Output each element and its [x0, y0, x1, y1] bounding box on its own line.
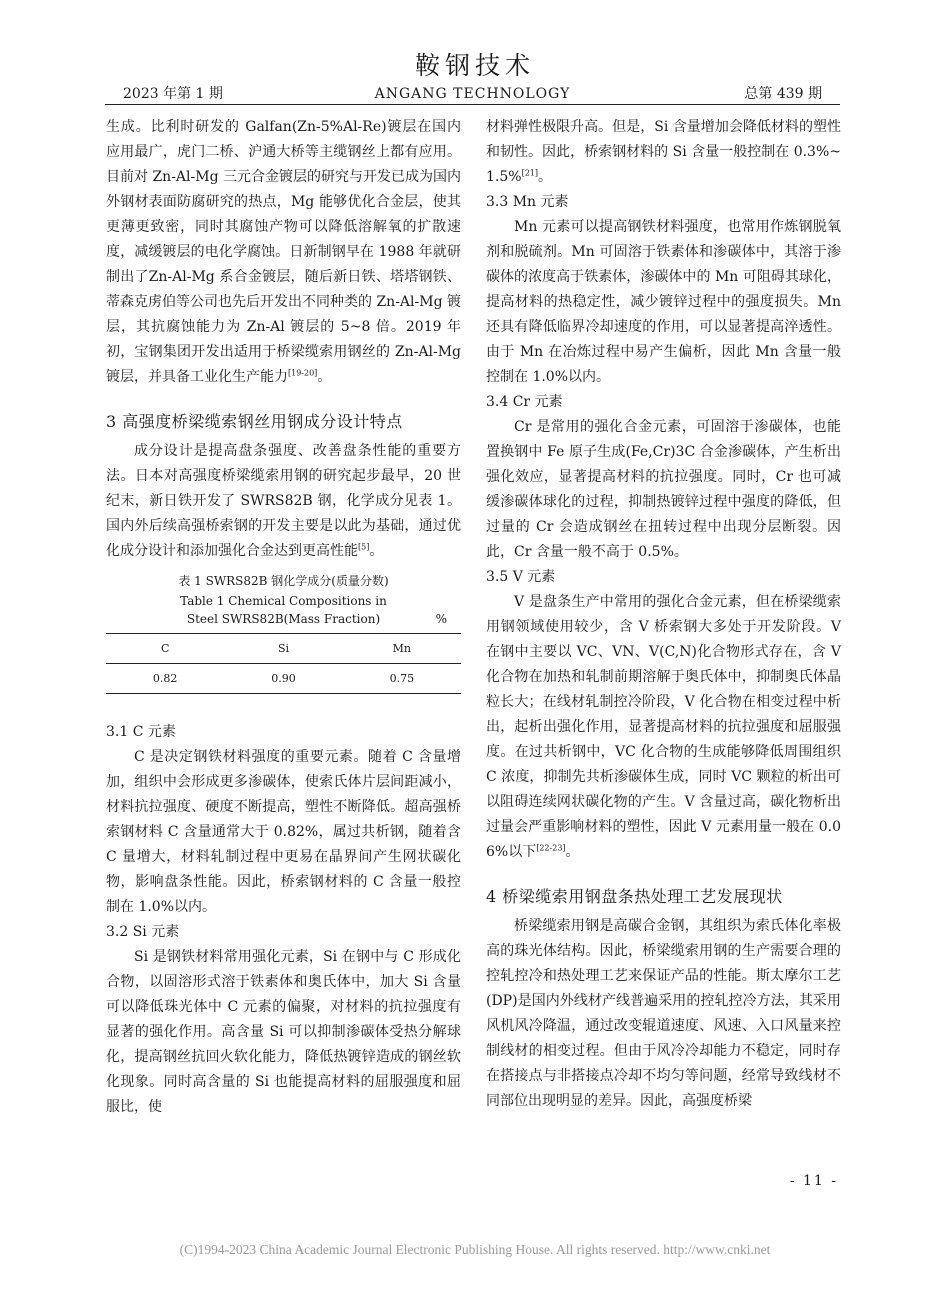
- subsection-heading-3-4: 3.4 Cr 元素: [486, 394, 563, 410]
- table-cell: 0.75: [389, 672, 415, 685]
- journal-title-en: ANGANG TECHNOLOGY: [374, 86, 571, 102]
- citation[interactable]: [22-23]: [536, 843, 566, 853]
- table-header-cell: C: [160, 642, 170, 655]
- paragraph: V 是盘条生产中常用的强化合金元素，但在桥梁缆索用钢领域使用较少，含 V 桥索钢大多处于开发阶段。V 在钢中主要以 VC、VN、V(C,N)化合物形式存在，含 V 化合物在加热和轧制前期溶解于奥氏体中，抑制奥氏体晶粒长大；在线材轧制控冷阶段，V 化合物在相变过程中析出，起析出强化作用，显著提高材料的抗拉强度和屈服强度。在过共析钢中，VC 化合物的生成能够降低周围组织 C 浓度，抑制先共析渗碳体生成，同时 VC 颗粒的析出可以阻碍连续网状碳化物的产生。V 含量过高，碳化物析出过量会严重影响材料的塑性，因此 V 元素用量一般在 0.06%以下[22-23]。: [486, 594, 841, 860]
- page-number: - 11 -: [789, 1173, 838, 1189]
- running-header: [105, 84, 840, 104]
- citation[interactable]: [5]: [358, 542, 370, 552]
- citation[interactable]: [21]: [521, 168, 538, 178]
- table-header-cell: Mn: [392, 642, 411, 655]
- paragraph: 成分设计是提高盘条强度、改善盘条性能的重要方法。日本对高强度桥梁缆索用钢的研究起步最早，20 世纪末，新日铁开发了 SWRS82B 钢，化学成分见表 1。国内外后续高强桥索钢的开发主要是以此为基础，通过优化成分设计和添加强化合金达到更高性能[5]。: [106, 443, 461, 559]
- copyright-notice: (C)1994-2023 China Academic Journal Electronic Publishing House. All rights reserved. http://www.cnki.net: [179, 1242, 771, 1257]
- paragraph: C 是决定钢铁材料强度的重要元素。随着 C 含量增加，组织中会形成更多渗碳体，使索氏体片层间距减小，材料抗拉强度、硬度不断提高，塑性不断降低。超高强桥索钢材料 C 含量通常大于 0.82%，属过共析钢，随着含 C 量增大，材料轧制过程中更易在晶界间产生网状碳化物，影响盘条性能。因此，桥索钢材料的 C 含量一般控制在 1.0%以内。: [106, 749, 461, 915]
- table-row: [106, 664, 461, 694]
- table-header-row: [106, 634, 461, 664]
- subsection-heading-3-1: 3.1 C 元素: [106, 724, 176, 740]
- paragraph: 生成。比利时研发的 Galfan(Zn-5%Al-Re)镀层在国内应用最广，虎门二桥、沪通大桥等主缆钢丝上都有应用。目前对 Zn-Al-Mg 三元合金镀层的研究与开发已成为国内外钢材表面防腐研究的热点，Mg 能够优化合金层，使其更薄更致密，同时其腐蚀产物可以降低溶解氧的扩散速度，减缓镀层的电化学腐蚀。日新制钢早在 1988 年就研制出了Zn-Al-Mg 系合金镀层，随后新日铁、塔塔钢铁、蒂森克虏伯等公司也先后开发出不同种类的 Zn-Al-Mg 镀层，其抗腐蚀能力为 Zn-Al 镀层的 5~8 倍。2019 年初，宝钢集团开发出适用于桥梁缆索用钢丝的 Zn-Al-Mg 镀层，并具备工业化生产能力[19-20]。: [106, 119, 461, 385]
- paragraph: Mn 元素可以提高钢铁材料强度，也常用作炼钢脱氧剂和脱硫剂。Mn 可固溶于铁素体和渗碳体中，其溶于渗碳体的浓度高于铁素体，渗碳体中的 Mn 可阻碍其球化，提高材料的热稳定性，减少镀锌过程中的强度损失。Mn 还具有降低临界冷却速度的作用，可以显著提高淬透性。由于 Mn 在冶炼过程中易产生偏析，因此 Mn 含量一般控制在 1.0%以内。: [486, 219, 841, 385]
- citation[interactable]: [19-20]: [288, 368, 318, 378]
- table-cell: 0.82: [152, 672, 178, 685]
- journal-title: 鞍钢技术: [414, 51, 535, 80]
- paragraph: Cr 是常用的强化合金元素，可固溶于渗碳体，也能置换钢中 Fe 原子生成(Fe,Cr)3C 合金渗碳体，产生析出强化效应，显著提高材料的抗拉强度。同时，Cr 也可减缓渗碳体球化的过程，抑制热镀锌过程中强度的降低，但过量的 Cr 会造成钢丝在扭转过程中出现分层断裂。因此，Cr 含量一般不高于 0.5%。: [486, 419, 841, 560]
- right-column: [486, 115, 841, 1114]
- table-caption-cn: 表 1 SWRS82B 钢化学成分(质量分数): [178, 574, 389, 588]
- subsection-heading-3-2: 3.2 Si 元素: [106, 924, 180, 940]
- header-rule: [105, 104, 840, 105]
- table-caption-en: Table 1 Chemical Compositions in Steel SWRS82B(Mass Fraction) %: [180, 594, 447, 626]
- serial-number: 总第 439 期: [744, 86, 822, 102]
- composition-table: [106, 633, 461, 694]
- subsection-heading-3-5: 3.5 V 元素: [486, 569, 556, 585]
- paragraph: Si 是钢铁材料常用强化元素，Si 在钢中与 C 形成化合物，以固溶形式溶于铁素体和奥氏体中，加大 Si 含量可以降低珠光体中 C 元素的偏聚，对材料的抗拉强度有显著的强化作用。高含量 Si 可以抑制渗碳体受热分解球化，提高钢丝抗回火软化能力，降低热镀锌造成的钢丝软化现象。同时高含量的 Si 也能提高材料的屈服强度和屈服比，使: [106, 949, 461, 1115]
- issue-label: 2023 年第 1 期: [123, 86, 223, 102]
- table-header-cell: Si: [277, 642, 290, 655]
- left-column: [106, 115, 461, 1120]
- section-heading-4: 4 桥梁缆索用钢盘条热处理工艺发展现状: [486, 887, 783, 906]
- paragraph: 桥梁缆索用钢是高碳合金钢，其组织为索氏体化率极高的珠光体结构。因此，桥梁缆索用钢的生产需要合理的控轧控冷和热处理工艺来保证产品的性能。斯太摩尔工艺(DP)是国内外线材产线普遍采用的控轧控冷方法，其采用风机风冷降温，通过改变辊道速度、风速、入口风量来控制线材的相变过程。但由于风冷冷却能力不稳定，同时存在搭接点与非搭接点冷却不均匀等问题，经常导致线材不同部位出现明显的差异。因此，高强度桥梁: [486, 918, 841, 1109]
- subsection-heading-3-3: 3.3 Mn 元素: [486, 194, 569, 210]
- paragraph: 材料弹性极限升高。但是，Si 含量增加会降低材料的塑性和韧性。因此，桥索钢材料的 Si 含量一般控制在 0.3%~1.5%[21]。: [486, 119, 841, 185]
- section-heading-3: 3 高强度桥梁缆索钢丝用钢成分设计特点: [106, 412, 403, 431]
- table-unit: %: [435, 612, 447, 626]
- table-cell: 0.90: [271, 672, 296, 685]
